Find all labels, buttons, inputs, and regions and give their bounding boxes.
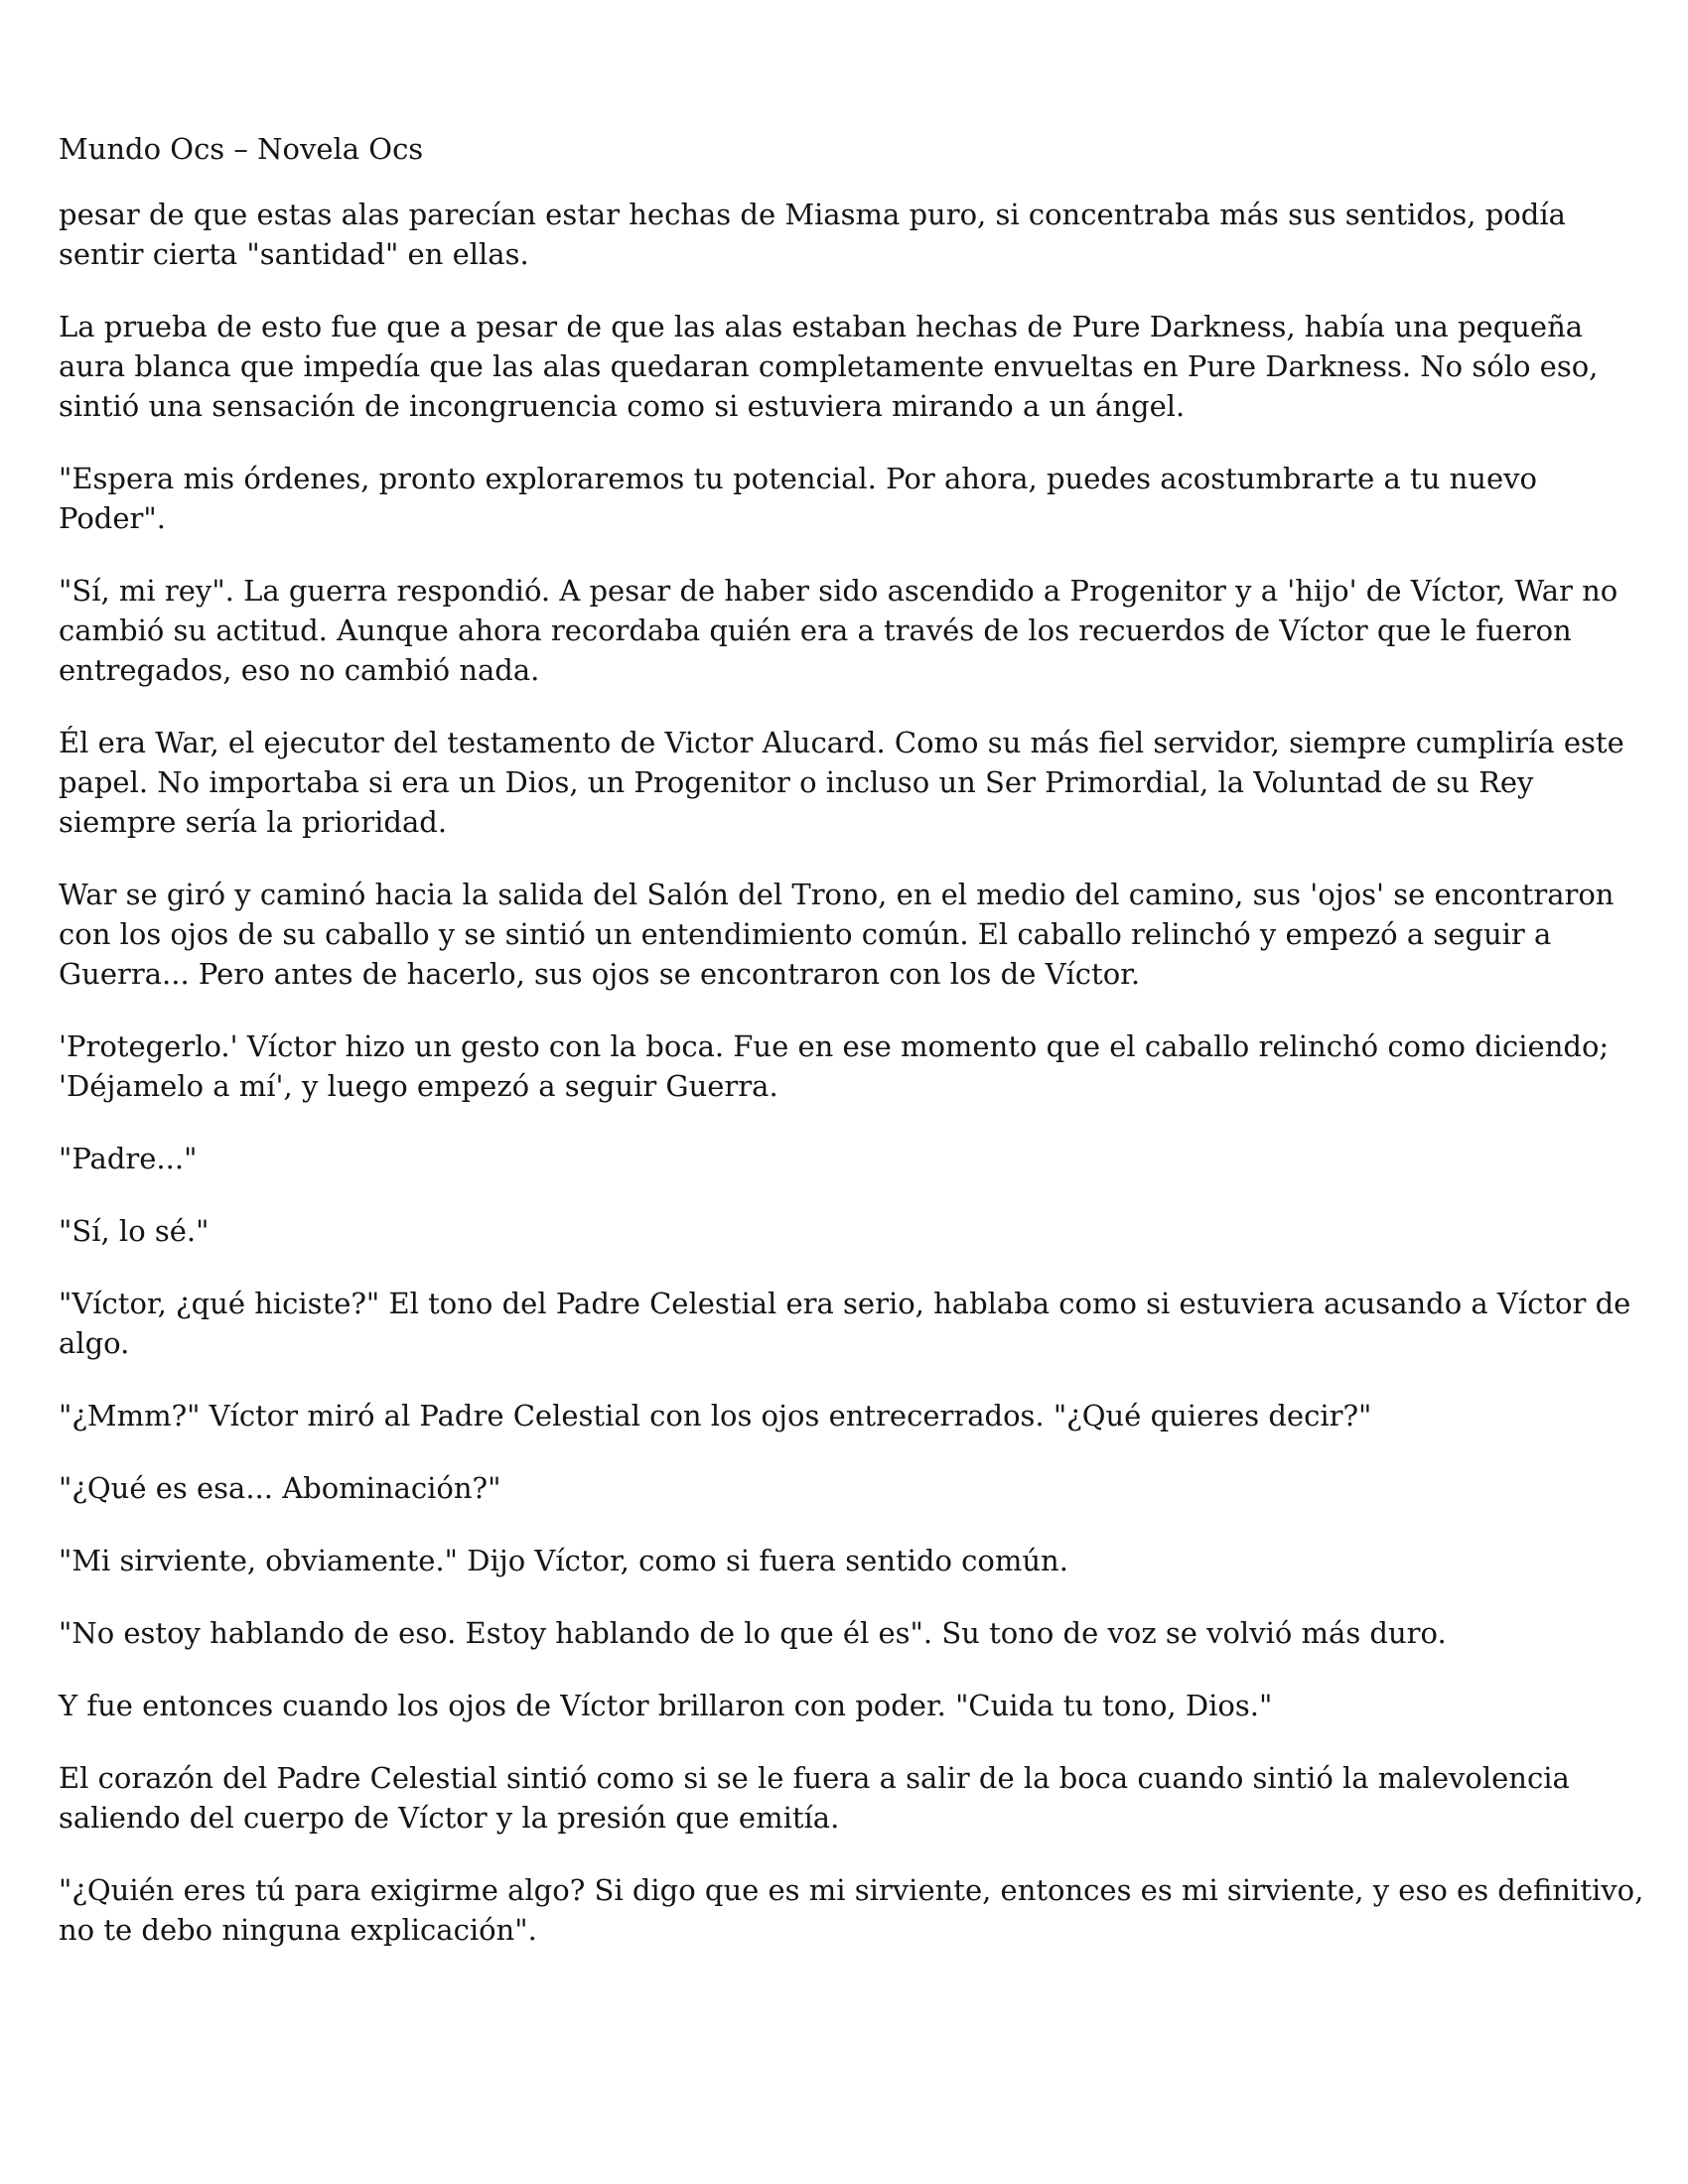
paragraph-8: "Padre..." bbox=[59, 1142, 198, 1175]
paragraph-2: La prueba de esto fue que a pesar de que las alas estaban hechas de Pure Darkness, había una pequeña aura blanca que impedía que las alas quedaran completamente envueltas en Pure Darkness. No sólo eso, sintió una sensación de incongruencia como si estuviera mirando a un ángel. bbox=[59, 310, 1599, 423]
paragraph-14: "No estoy hablando de eso. Estoy hablando de lo que él es". Su tono de voz se volvió más duro. bbox=[59, 1616, 1447, 1650]
paragraph-7: 'Protegerlo.' Víctor hizo un gesto con la boca. Fue en ese momento que el caballo relinchó como diciendo; 'Déjamelo a mí', y luego empezó a seguir Guerra. bbox=[59, 1029, 1610, 1103]
paragraph-9: "Sí, lo sé." bbox=[59, 1214, 210, 1248]
paragraph-17: "¿Quién eres tú para exigirme algo? Si digo que es mi sirviente, entonces es mi sirviente, y eso es definitivo, no te debo ninguna explicación". bbox=[59, 1873, 1644, 1947]
paragraph-10: "Víctor, ¿qué hiciste?" El tono del Padre Celestial era serio, hablaba como si estuviera acusando a Víctor de algo. bbox=[59, 1287, 1631, 1360]
page-header: Mundo Ocs – Novela Ocs bbox=[59, 132, 424, 166]
document-page bbox=[59, 129, 1647, 1982]
paragraph-1: pesar de que estas alas parecían estar hechas de Miasma puro, si concentraba más sus sentidos, podía sentir cierta "santidad" en ellas. bbox=[59, 198, 1566, 271]
paragraph-4: "Sí, mi rey". La guerra respondió. A pesar de haber sido ascendido a Progenitor y a 'hijo' de Víctor, War no cambió su actitud. Aunque ahora recordaba quién era a través de los recuerdos de Víctor que le fueron entregados, eso no cambió nada. bbox=[59, 574, 1618, 687]
paragraph-6: War se giró y caminó hacia la salida del Salón del Trono, en el medio del camino, sus 'ojos' se encontraron con los ojos de su caballo y se sintió un entendimiento común. El caballo relinchó y empezó a seguir a Guerra... Pero antes de hacerlo, sus ojos se encontraron con los de Víctor. bbox=[59, 878, 1615, 991]
paragraph-5: Él era War, el ejecutor del testamento de Victor Alucard. Como su más fiel servidor, siempre cumpliría este papel. No importaba si era un Dios, un Progenitor o incluso un Ser Primordial, la Voluntad de su Rey siempre sería la prioridad. bbox=[59, 726, 1624, 839]
paragraph-16: El corazón del Padre Celestial sintió como si se le fuera a salir de la boca cuando sintió la malevolencia saliendo del cuerpo de Víctor y la presión que emitía. bbox=[59, 1761, 1570, 1835]
paragraph-11: "¿Mmm?" Víctor miró al Padre Celestial con los ojos entrecerrados. "¿Qué quieres decir?" bbox=[59, 1399, 1372, 1433]
paragraph-3: "Espera mis órdenes, pronto exploraremos tu potencial. Por ahora, puedes acostumbrarte a tu nuevo Poder". bbox=[59, 462, 1537, 535]
paragraph-13: "Mi sirviente, obviamente." Dijo Víctor, como si fuera sentido común. bbox=[59, 1544, 1068, 1577]
paragraph-12: "¿Qué es esa... Abominación?" bbox=[59, 1471, 501, 1505]
paragraph-15: Y fue entonces cuando los ojos de Víctor brillaron con poder. "Cuida tu tono, Dios." bbox=[59, 1689, 1273, 1722]
